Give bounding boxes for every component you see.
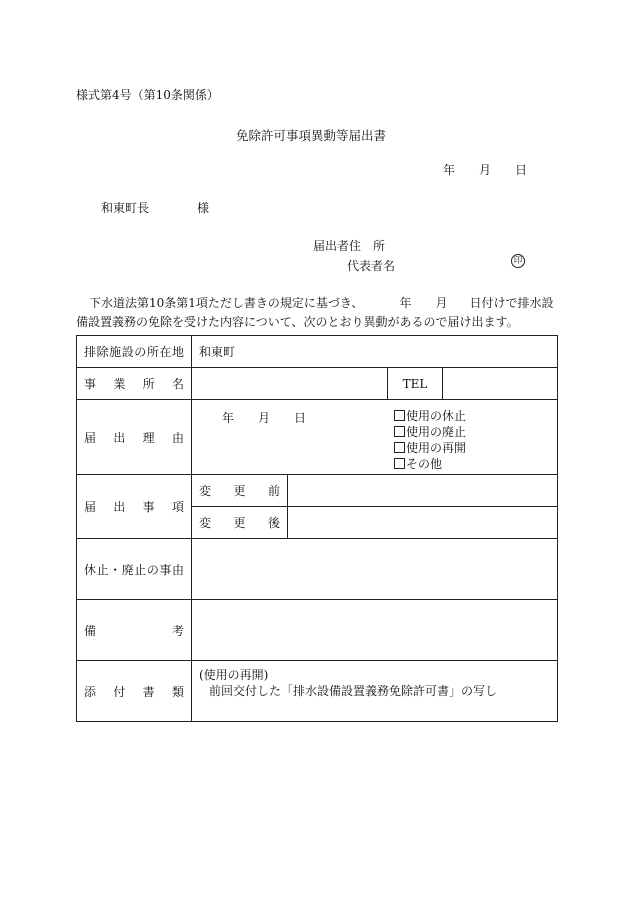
date-month: 月 <box>479 163 492 177</box>
date-year: 年 <box>443 163 456 177</box>
addressee-name: 和東町長 <box>101 201 150 215</box>
office-field[interactable] <box>192 368 388 400</box>
attachments-label: 添付書類 <box>77 661 192 722</box>
seal-mark: 印 <box>511 254 525 268</box>
checkbox-icon[interactable] <box>394 458 405 469</box>
notification-table <box>76 335 558 722</box>
row-reason <box>77 400 558 475</box>
row-remarks <box>77 600 558 661</box>
location-label: 排除施設の所在地 <box>77 336 192 368</box>
option-label: 使用の廃止 <box>406 425 467 439</box>
form-number: 様式第4号（第10条関係） <box>76 88 219 102</box>
after-label: 変更後 <box>192 507 288 539</box>
document-title: 免除許可事項異動等届出書 <box>236 128 387 143</box>
tel-label: TEL <box>388 368 443 400</box>
submitter-address-label: 届出者住 所 <box>313 239 386 253</box>
reason-date <box>222 409 306 426</box>
after-field[interactable] <box>288 507 558 539</box>
attachments-line-2: 前回交付した「排水設備設置義務免除許可書」の写し <box>209 684 498 698</box>
before-field[interactable] <box>288 475 558 507</box>
option-other[interactable] <box>394 456 466 472</box>
option-resume[interactable] <box>394 440 466 456</box>
intro-month: 月 <box>435 296 448 310</box>
row-location <box>77 336 558 368</box>
row-suspension <box>77 539 558 600</box>
option-label: 使用の再開 <box>406 441 467 455</box>
suspension-reason-field[interactable] <box>192 539 558 600</box>
submission-date <box>443 161 527 178</box>
intro-text-a: 下水道法第10条第1項ただし書きの規定に基づき、 <box>89 296 364 310</box>
reason-options <box>394 408 466 472</box>
option-abolish[interactable] <box>394 424 466 440</box>
addressee <box>101 199 209 216</box>
row-office <box>77 368 558 400</box>
row-attachments <box>77 661 558 722</box>
tel-field[interactable] <box>443 368 558 400</box>
attachments-field[interactable] <box>192 661 558 722</box>
checkbox-icon[interactable] <box>394 410 405 421</box>
checkbox-icon[interactable] <box>394 442 405 453</box>
office-label: 事業所名 <box>77 368 192 400</box>
intro-line-2: 備設置義務の免除を受けた内容について、次のとおり異動があるので届け出ます。 <box>76 315 519 329</box>
date-day: 日 <box>515 163 528 177</box>
reason-date-day: 日 <box>294 411 307 425</box>
representative-name-label: 代表者名 <box>347 259 396 273</box>
addressee-honorific: 様 <box>197 201 210 215</box>
reason-date-month: 月 <box>258 411 271 425</box>
items-label: 届出事項 <box>77 475 192 539</box>
intro-line-1 <box>89 294 553 311</box>
reason-field[interactable] <box>192 400 558 475</box>
reason-label: 届出理由 <box>77 400 192 475</box>
remarks-label: 備考 <box>77 600 192 661</box>
before-label: 変更前 <box>192 475 288 507</box>
checkbox-icon[interactable] <box>394 426 405 437</box>
option-suspend[interactable] <box>394 408 466 424</box>
intro-year: 年 <box>399 296 412 310</box>
location-value[interactable]: 和東町 <box>192 336 558 368</box>
intro-text-b: 日付けで排水設 <box>469 296 554 310</box>
row-items-before <box>77 475 558 507</box>
suspension-reason-label: 休止・廃止の事由 <box>77 539 192 600</box>
reason-date-year: 年 <box>222 411 235 425</box>
option-label: 使用の休止 <box>406 409 467 423</box>
attachments-line-1: (使用の再開) <box>199 668 269 682</box>
remarks-field[interactable] <box>192 600 558 661</box>
option-label: その他 <box>406 457 443 471</box>
